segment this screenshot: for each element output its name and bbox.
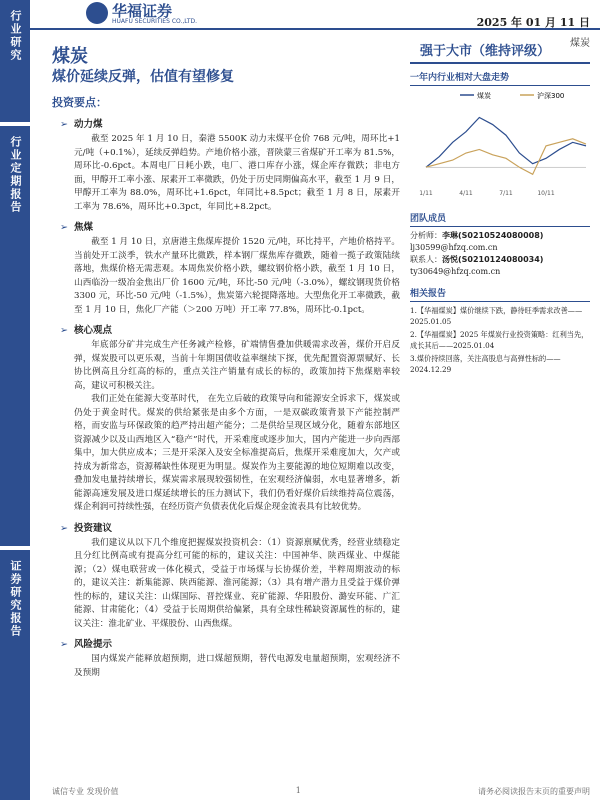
team-title: 团队成员 bbox=[410, 209, 590, 227]
relative-performance-chart bbox=[410, 89, 590, 199]
rating: 强于大市（维持评级） bbox=[420, 44, 551, 59]
arrow-bullet-icon: ➢ bbox=[60, 522, 68, 534]
page-number: 1 bbox=[295, 786, 301, 795]
related-report-item[interactable]: 1.【华福煤炭】煤价继续下跌，静待旺季需求改善——2025.01.05 bbox=[410, 306, 583, 326]
section-heading: ➢ 焦煤 bbox=[60, 222, 93, 233]
related-report-item[interactable]: 3.煤价持续回落，关注高股息与高弹性标的——2024.12.29 bbox=[410, 354, 561, 374]
page-title: 煤炭 bbox=[52, 46, 88, 67]
chart-x-tick-label: 4/11 bbox=[459, 190, 473, 197]
contact-email[interactable]: ty30649@hfzq.com.cn bbox=[410, 267, 501, 276]
section-heading: ➢ 核心观点 bbox=[60, 325, 112, 336]
section-paragraph: 我们建议从以下几个维度把握煤炭投资机会：（1）资源禀赋优秀，经营业绩稳定且分红比例高或有提高分红可能的标的，建议关注：中国神华、陕西煤业、中煤能源；（2）煤电联营或一体化模式，受益于市场煤与长协煤价差，半粹周期波动的标的，建议关注：新集能源、陕西能源、淮河能源；（3）具有增产潜力且受益于煤价弹性的标的，建议关注：山煤国际、晋控煤业、兖矿能源、华阳股份、潞安环能、广汇能源、甘肃能化；（4）受益于长周期供给偏紧，具有全球性稀缺资源属性的标的，建议关注：淮北矿业、平煤股份、山西焦煤。 bbox=[74, 537, 400, 629]
footer-disclaimer: 请务必阅读报告末页的重要声明 bbox=[477, 787, 590, 796]
section-paragraph: 国内煤炭产能释放超预期，进口煤超预期，替代电源发电量超预期，宏观经济不及预期 bbox=[74, 654, 400, 678]
main-content bbox=[52, 94, 400, 680]
related-reports-title: 相关报告 bbox=[410, 284, 590, 302]
section-heading: ➢ 投资建议 bbox=[60, 522, 112, 534]
section-paragraph: 年底部分矿井完成生产任务减产检修，矿端情售叠加供暖需求改善，煤价开启反弹，煤炭股可以更乐观，当前十年期国债收益率继续下探，优先配置资源票赋好、长协比例高且分红高的标的，重点关注产销量有成长的标的，政策加持下焦煤赔率较高，建议可积极关注。 bbox=[74, 340, 400, 391]
section-heading: ➢ 风险提示 bbox=[60, 639, 112, 650]
sidebar bbox=[0, 0, 30, 800]
company-name-en: HUAFU SECURITIES CO.,LTD. bbox=[112, 18, 198, 25]
key-points-label: 投资要点： bbox=[52, 96, 107, 109]
chart-x-tick-label: 7/11 bbox=[499, 190, 513, 197]
arrow-bullet-icon: ➢ bbox=[60, 222, 68, 233]
related-reports-list bbox=[410, 305, 590, 375]
chart-x-tick-label: 10/11 bbox=[537, 190, 555, 197]
page-footer bbox=[52, 786, 590, 797]
page-header bbox=[30, 0, 600, 30]
analyst-email[interactable]: lj30599@hfzq.com.cn bbox=[410, 243, 498, 252]
chart-legend-label: 沪深300 bbox=[537, 92, 565, 100]
section-paragraph: 我们正处在能源大变革时代， 在先立后破的政策导向和能源安全诉求下，煤炭或仍处于黄金时代。煤炭的供给紧张是由多个方面，一是双碳政策背景下产能控制严格，而安监与环保政策的趋严持出超产能分；二是供给呈现区域分化，随着东部地区资源减少以及山西地区入“稳产”时代，开采难度或逐步加大，国内产能进一步向西部集中，加大供应成本；三是开采深入及安全标准提高后，焦煤开采难度加大，欠产或持成为新常态，资源稀缺性体现更为明显。煤炭作为主要能源的地位短期难以改变，叠加发电量持续增长，煤炭需求展现较强韧性，在宏观经济偏弱，水电显著增多，新能源高速发展及进口煤延续增长的压力测试下，我们仍看好煤价后续维持高位震荡，煤企利润可持续性强，在经历资产负债表优化后煤企现金流表具有比较优势。 bbox=[74, 394, 400, 512]
analyst-name: 李琳 bbox=[442, 231, 458, 240]
sidebar-report-kind: 证券研究报告 bbox=[0, 550, 30, 800]
right-column bbox=[410, 68, 590, 377]
chart-title: 一年内行业相对大盘走势 bbox=[410, 68, 590, 86]
chart-legend-label: 煤炭 bbox=[477, 92, 491, 100]
section-paragraph: 截至 1 月 10 日，京唐港主焦煤库提价 1520 元/吨，环比持平，产地价格持平。当前处开工淡季，铁水产量环比微跌，样本钢厂煤焦库存微跌，随着一揽子政策陆续落地，焦煤价格无需悲观。本周焦炭价格小跌，螺纹钢价格小跌，截至 1 月 10 日，山西临汾一级冶金焦出厂价 1600 元/吨，环比-50 元/吨（-3.0%），螺纹钢现货价格 3300 元，环比-50 元/吨（-1.5%），焦炭第六轮提降落地。大型焦化开工率微跌，截至 1 月 10 日，焦化厂产能（＞200 万吨）开工率 77.8%，周环比-0.1pct。 bbox=[74, 237, 400, 315]
section-paragraph: 截至 2025 年 1 月 10 日，秦港 5500K 动力末煤平仓价 768 元/吨，周环比+1 元/吨（+0.1%），延续反弹趋势。产地价格小涨，晋陕蒙三省煤矿开工率为 81.5%，周环比-0.6pct。本周电厂日耗小跌，电厂、港口库存小涨，煤企库存微跌；非电方面，甲醇开工率小涨、尿素开工率微跌，仍处于历史同期偏高水平，截至 1 月 9 日，甲醇开工率为 88.0%，周环比+1.6pct，年同比+8.5pct；截至 1 月 8 日，尿素开工率为 78.6%，周环比+0.3pct，年同比+8.2pct。 bbox=[74, 134, 400, 212]
section-heading: ➢ 动力煤 bbox=[60, 119, 103, 130]
industry-tag: 煤炭 bbox=[570, 38, 590, 49]
arrow-bullet-icon: ➢ bbox=[60, 325, 68, 336]
team-members: 分析师：李琳(S0210524080008) lj30599@hfzq.com.cn 联系人：汤悦(S0210124080034) ty30649@hfzq.com.cn bbox=[410, 230, 590, 278]
related-report-item[interactable]: 2.【华福煤炭】2025 年煤炭行业投资策略：红利当先，成长其后——2025.01.04 bbox=[410, 330, 589, 350]
company-logo-icon bbox=[86, 2, 108, 24]
contact-name: 汤悦 bbox=[442, 255, 458, 264]
chart-series-line bbox=[426, 139, 586, 175]
sidebar-report-type: 行业定期报告 bbox=[0, 126, 30, 546]
arrow-bullet-icon: ➢ bbox=[60, 639, 68, 650]
company-name-cn: 华福证券 bbox=[112, 2, 173, 20]
chart-x-tick-label: 1/11 bbox=[419, 190, 433, 197]
sidebar-category: 行业研究 bbox=[0, 0, 30, 122]
page-subtitle: 煤价延续反弹，估值有望修复 bbox=[52, 69, 234, 85]
rating-divider bbox=[410, 62, 590, 64]
arrow-bullet-icon: ➢ bbox=[60, 119, 68, 130]
chart-series-line bbox=[426, 117, 586, 167]
report-date: 2025 年 01 月 11 日 bbox=[476, 16, 590, 29]
footer-slogan: 诚信专业 发现价值 bbox=[52, 787, 119, 796]
